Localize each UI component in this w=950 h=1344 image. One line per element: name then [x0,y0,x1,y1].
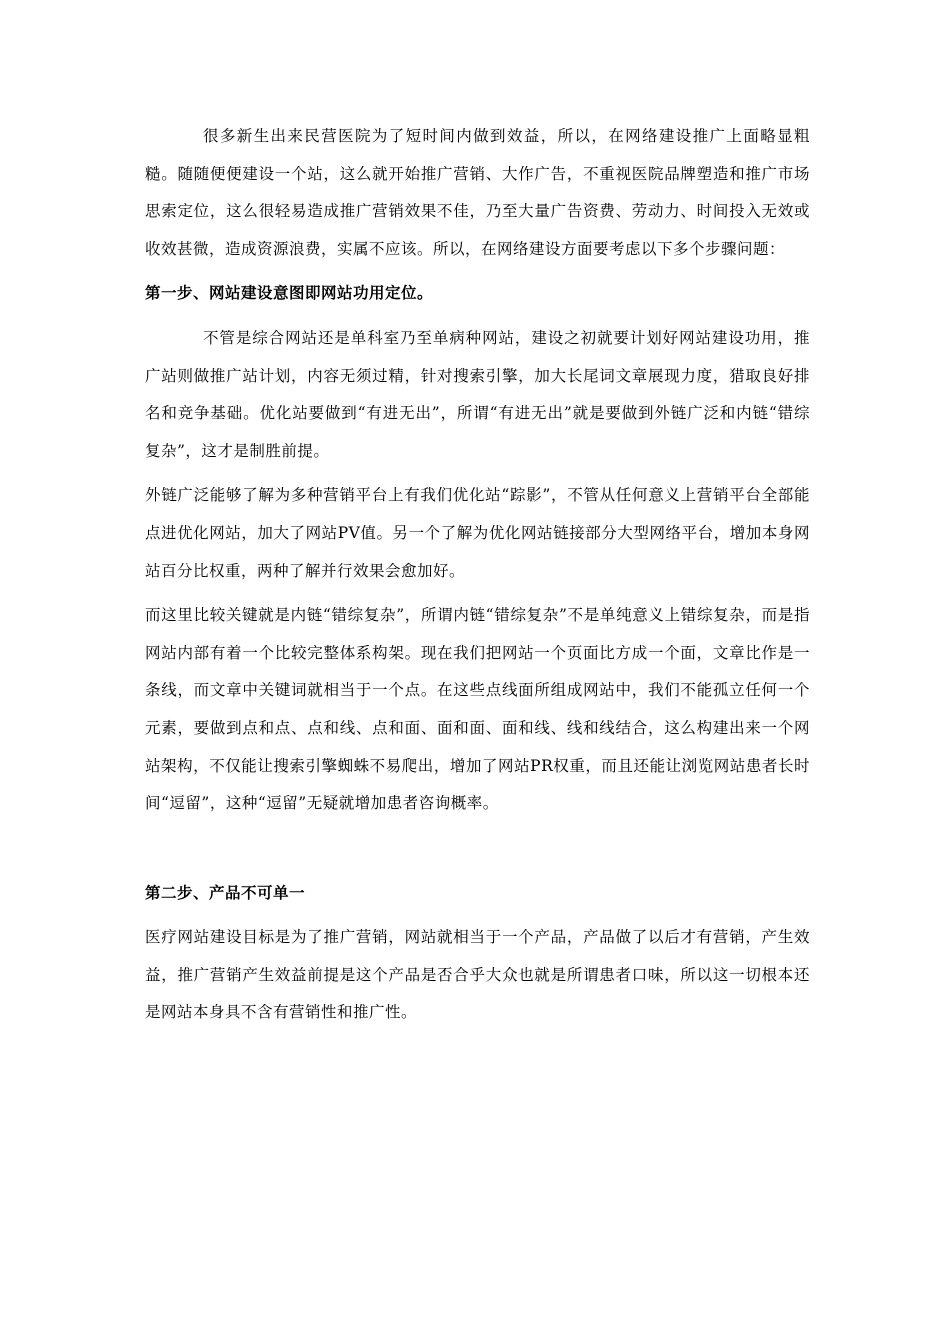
section-spacer [145,830,810,875]
document-body [145,118,810,1039]
intro-paragraph: 很多新生出来民营医院为了短时间内做到效益，所以，在网络建设推广上面略显粗糙。随随便便建设一个站，这么就开始推广营销、大作广告，不重视医院品牌塑造和推广市场思索定位，这么很轻易造成推广营销效果不佳，乃至大量广告资费、劳动力、时间投入无效或收效甚微，造成资源浪费，实属不应该。所以，在网络建设方面要考虑以下多个步骤问题： [145,127,810,258]
step1-paragraph-1: 不管是综合网站还是单科室乃至单病种网站，建设之初就要计划好网站建设功用，推广站则做推广站计划，内容无须过精，针对搜索引擎，加大长尾词文章展现力度，猎取良好排名和竞争基础。优化站要做到“有进无出”，所谓“有进无出”就是要做到外链广泛和内链“错综复杂”，这才是制胜前提。 [145,328,810,460]
step1-paragraph-2: 外链广泛能够了解为多种营销平台上有我们优化站“踪影”，不管从任何意义上营销平台全部能点进优化网站，加大了网站PV值。另一个了解为优化网站链接部分大型网络平台，增加本身网站百分比权重，两种了解并行效果会愈加好。 [145,486,810,580]
step1-paragraph-3: 而这里比较关键就是内链“错综复杂”，所谓内链“错综复杂”不是单纯意义上错综复杂，而是指网站内部有着一个比较完整体系构架。现在我们把网站一个页面比方成一个面，文章比作是一条线，而文章中关键词就相当于一个点。在这些点线面所组成网站中，我们不能孤立任何一个元素，要做到点和点、点和线、点和面、面和面、面和线、线和线结合，这么构建出来一个网站架构，不仅能让搜索引擎蜘蛛不易爬出，增加了网站PR权重，而且还能让浏览网站患者长时间“逗留”，这种“逗留”无疑就增加患者咨询概率。 [145,606,810,813]
step1-heading: 第一步、网站建设意图即网站功用定位。 [145,284,434,303]
step2-paragraph-1: 医疗网站建设目标是为了推广营销，网站就相当于一个产品，产品做了以后才有营销，产生效益，推广营销产生效益前提是这个产品是否合乎大众也就是所谓患者口味，所以这一切根本还是网站本身具不含有营销性和推广性。 [145,928,810,1022]
step2-heading: 第二步、产品不可单一 [145,883,306,902]
